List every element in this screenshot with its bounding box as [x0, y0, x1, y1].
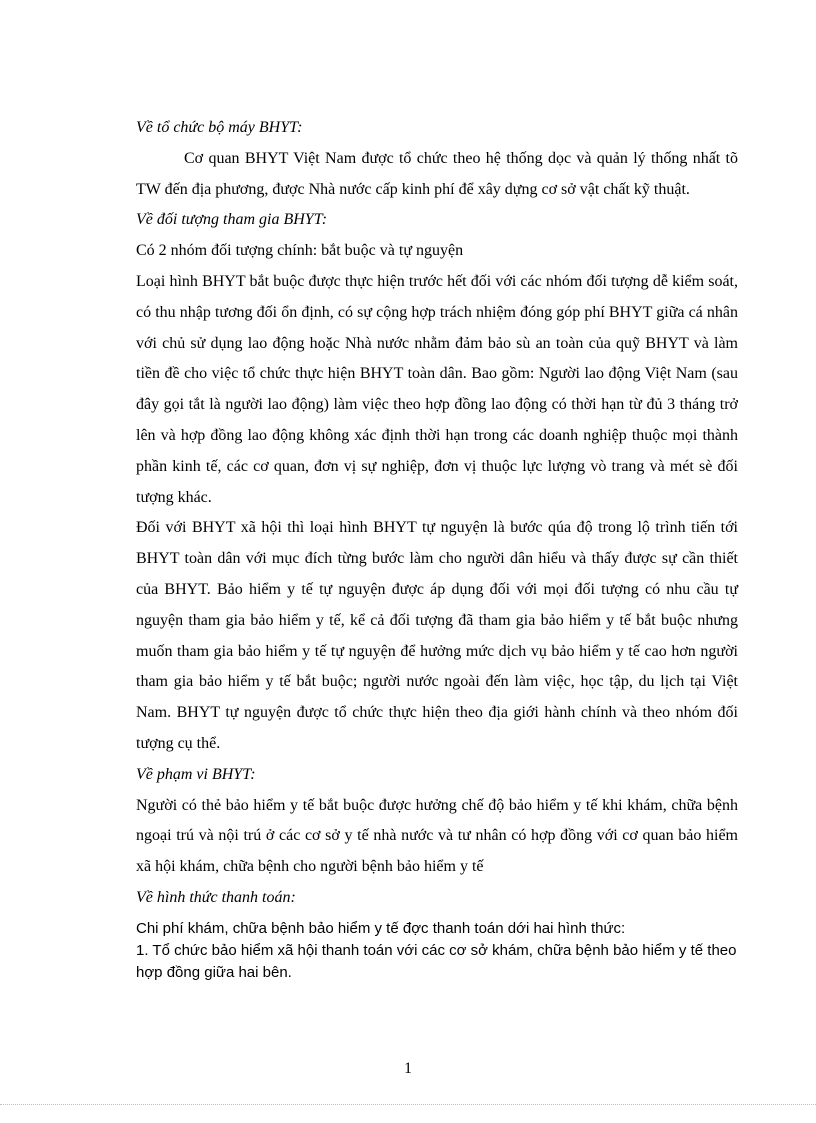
page-bottom-divider: [0, 1104, 816, 1105]
paragraph-participant-groups: Có 2 nhóm đối tượng chính: bắt buộc và tự nguyện: [136, 242, 464, 260]
paragraph-organization: Cơ quan BHYT Việt Nam được tổ chức theo hệ thống dọc và quản lý thống nhất tõ TW đến địa phương, được Nhà nước cấp kinh phí để xây dựng cơ sở vật chất kỹ thuật.: [136, 149, 738, 198]
document-body: [136, 113, 738, 984]
section-heading-payment: Về hình thức thanh toán:: [136, 888, 296, 906]
section-heading-organization: Về tổ chức bộ máy BHYT:: [136, 119, 303, 136]
paragraph-payment-item-1: 1. Tổ chức bảo hiểm xã hội thanh toán với các cơ sở khám, chữa bệnh bảo hiểm y tế theo hợp đồng giữa hai bên.: [136, 941, 737, 981]
paragraph-payment-forms: Chi phí khám, chữa bệnh bảo hiểm y tế đợc thanh toán dới hai hình thức:: [136, 919, 626, 937]
section-heading-scope: Về phạm vi BHYT:: [136, 765, 256, 783]
paragraph-scope: Người có thẻ bảo hiểm y tế bắt buộc được hưởng chế độ bảo hiểm y tế khi khám, chữa bệnh ngoại trú và nội trú ở các cơ sở y tế nhà nước và tư nhân có hợp đồng với cơ quan bảo hiểm xã hội khám, chữa bệnh cho người bệnh bảo hiểm y tế: [136, 796, 738, 876]
paragraph-voluntary-insurance: Đối với BHYT xã hội thì loại hình BHYT tự nguyện là bước qúa độ trong lộ trình tiến tới BHYT toàn dân với mục đích từng bước làm cho người dân hiểu và thấy được sự cần thiết của BHYT. Bảo hiểm y tế tự nguyện được áp dụng đối với mọi đối tượng có nhu cầu tự nguyện tham gia bảo hiểm y tế, kể cả đối tượng đã tham gia bảo hiểm y tế bắt buộc nhưng muốn tham gia bảo hiểm y tế tự nguyện để hưởng mức dịch vụ bảo hiểm y tế cao hơn người tham gia bảo hiểm y tế bắt buộc; người nước ngoài đến làm việc, học tập, du lịch tại Việt Nam. BHYT tự nguyện được tổ chức thực hiện theo địa giới hành chính và theo nhóm đối tượng cụ thể.: [136, 519, 738, 752]
paragraph-compulsory-insurance: Loại hình BHYT bắt buộc được thực hiện trước hết đối với các nhóm đối tượng dễ kiểm soát, có thu nhập tương đối ổn định, có sự cộng hợp trách nhiệm đóng góp phí BHYT giữa cá nhân với chủ sử dụng lao động hoặc Nhà nước nhằm đảm bảo sù an toàn của quỹ BHYT và làm tiền đề cho việc tổ chức thực hiện BHYT toàn dân. Bao gồm: Người lao động Việt Nam (sau đây gọi tắt là người lao động) làm việc theo hợp đồng lao động có thời hạn từ đủ 3 tháng trở lên và hợp đồng lao động không xác định thời hạn trong các doanh nghiệp thuộc mọi thành phần kinh tế, các cơ quan, đơn vị sự nghiệp, đơn vị thuộc lực lượng vò trang và mét sè đối tượng khác.: [136, 272, 738, 506]
section-heading-participants: Về đối tượng tham gia BHYT:: [136, 211, 328, 229]
page-number: 1: [404, 1060, 412, 1077]
